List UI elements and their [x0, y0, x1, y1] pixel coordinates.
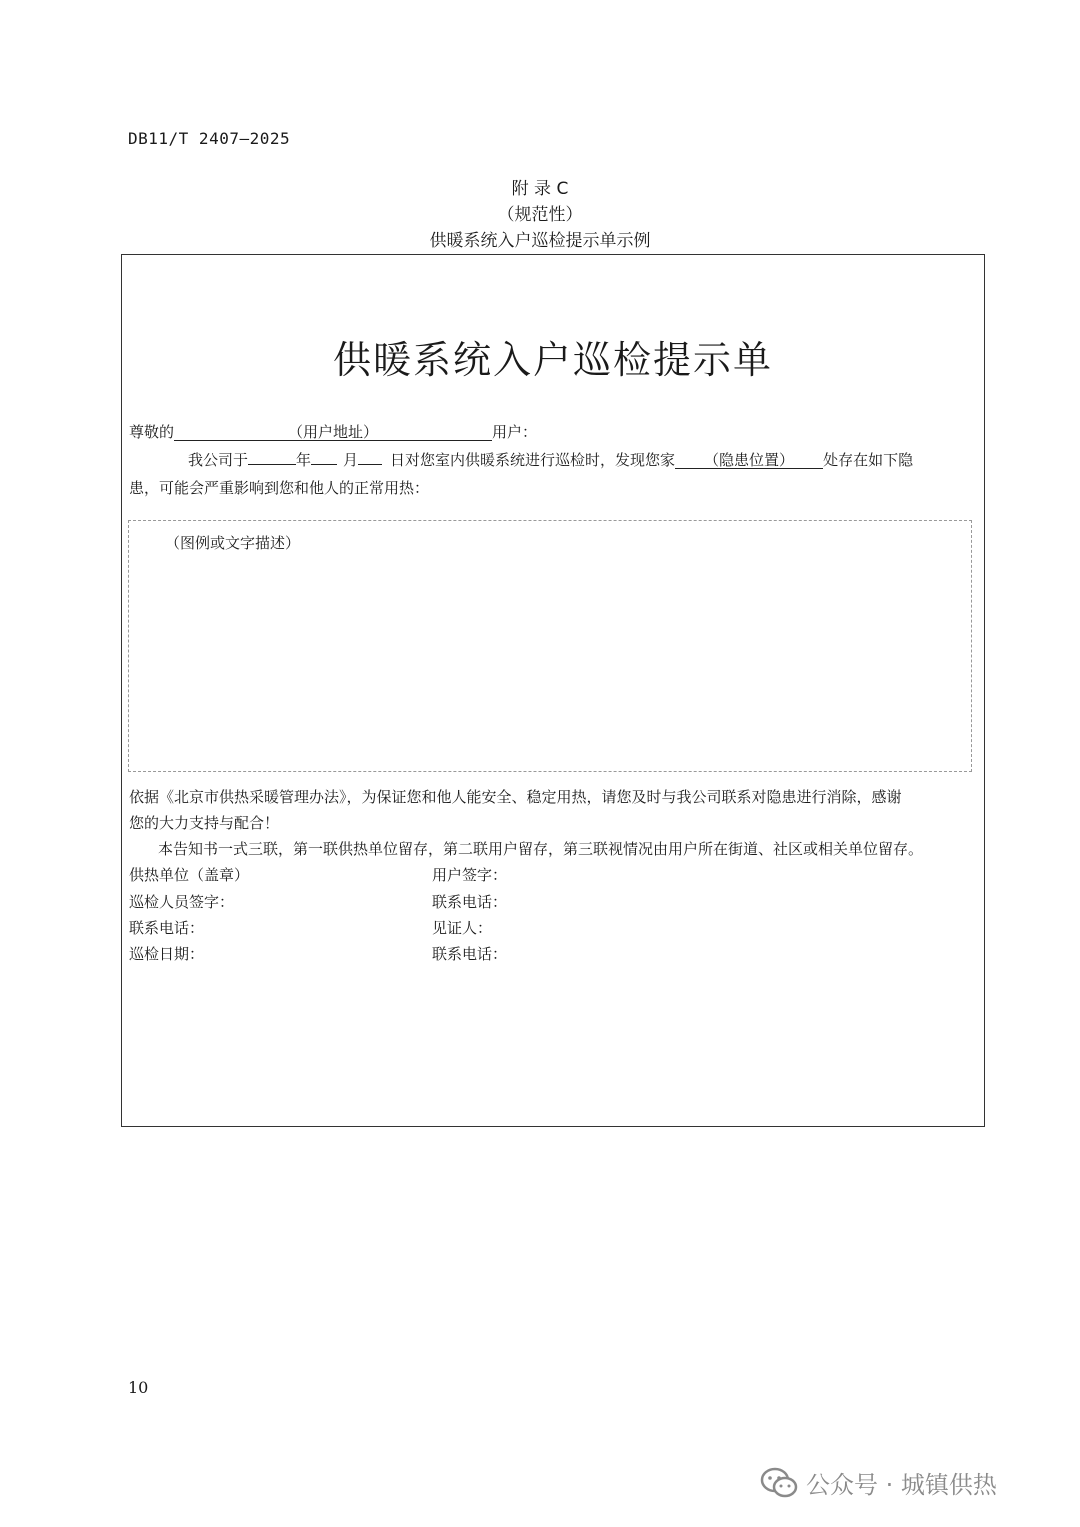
year-label: 年 [296, 451, 312, 469]
form-title: 供暖系统入户巡检提示单 [332, 338, 773, 382]
line2-suffix: 处存在如下隐 [823, 451, 914, 469]
inspection-line-cont: 患，可能会严重影响到您和他人的正常用热： [129, 479, 430, 497]
standard-code: DB11/T 2407—2025 [128, 129, 291, 148]
appendix-label: 附 录 C [511, 179, 569, 199]
inspector-signature-label: 巡检人员签字： [129, 893, 235, 911]
appendix-caption: 供暖系统入户巡检提示单示例 [429, 231, 651, 251]
watermark-text: 公众号 · 城镇供热 [806, 1471, 997, 1499]
watermark [760, 1465, 997, 1500]
notice-para-line1: 依据《北京市供热采暖管理办法》，为保证您和他人能安全、稳定用热，请您及时与我公司联系对隐患进行消除，感谢 [129, 788, 902, 806]
copies-para: 本告知书一式三联，第一联供热单位留存，第二联用户留存，第三联视情况由用户所在街道、社区或相关单位留存。 [158, 840, 924, 858]
address-field[interactable] [174, 424, 492, 441]
greeting-prefix: 尊敬的 [129, 423, 175, 441]
address-placeholder: （用户地址） [288, 423, 379, 441]
greeting-suffix: 用户： [492, 423, 538, 441]
inspector-phone-label: 联系电话： [129, 919, 205, 937]
month-field[interactable] [311, 464, 337, 465]
appendix-type: （规范性） [497, 205, 583, 225]
page-number: 10 [128, 1378, 149, 1397]
day-field[interactable] [358, 464, 382, 465]
witness-label: 见证人： [432, 919, 493, 937]
user-phone-label: 联系电话： [432, 893, 508, 911]
hazard-placeholder: （隐患位置） [704, 451, 795, 469]
line2-prefix: 我公司于 [188, 451, 249, 469]
hazard-location-field[interactable] [675, 452, 823, 469]
notice-para-line2: 您的大力支持与配合！ [129, 814, 280, 832]
inspection-line [188, 449, 913, 470]
description-box[interactable] [128, 520, 972, 772]
wechat-icon [760, 1467, 798, 1499]
day-text: 日对您室内供暖系统进行巡检时，发现您家 [390, 451, 676, 469]
year-field[interactable] [248, 464, 296, 465]
user-signature-label: 用户签字： [432, 866, 508, 884]
form-frame [121, 254, 985, 1127]
witness-phone-label: 联系电话： [432, 945, 508, 963]
greeting-line [129, 421, 537, 442]
month-label: 月 [343, 451, 359, 469]
heating-unit-label: 供热单位（盖章） [129, 866, 250, 884]
box-label: （图例或文字描述） [165, 534, 301, 552]
inspection-date-label: 巡检日期： [129, 945, 205, 963]
